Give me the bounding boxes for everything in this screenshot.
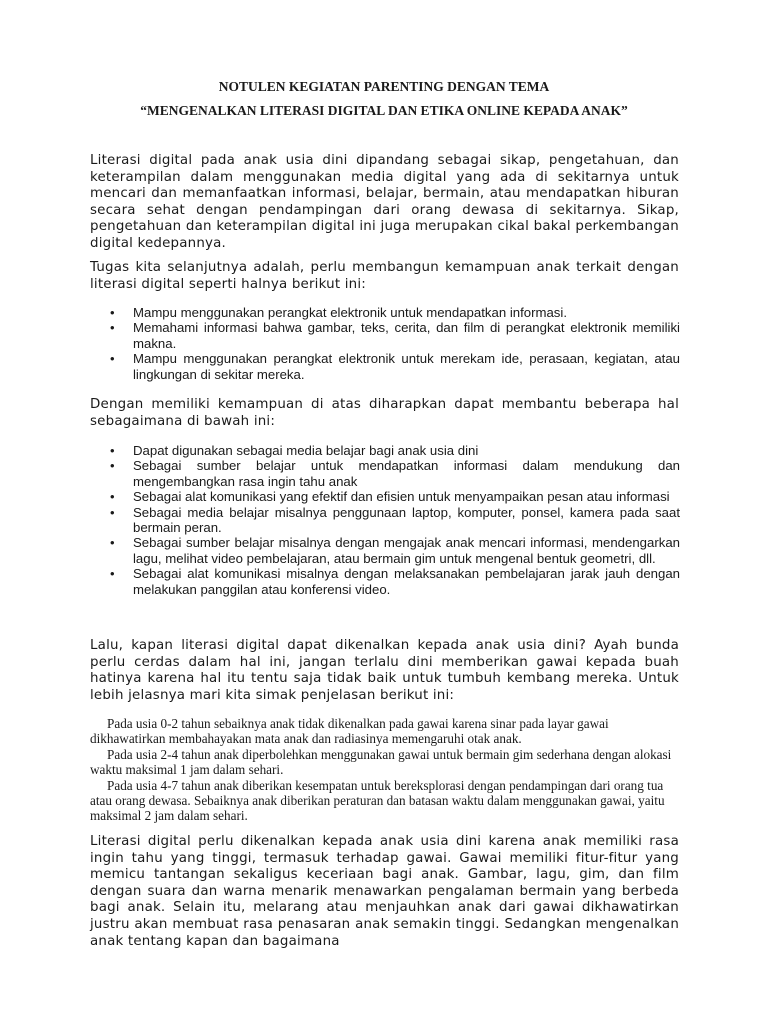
age-note: Pada usia 0-2 tahun sebaiknya anak tidak dikenalkan pada gawai karena sinar pada layar gawai dikhawatirkan membahayakan mata anak dan radiasinya memengaruhi otak anak.: [90, 716, 609, 747]
list-item: • Sebagai sumber belajar misalnya dengan mengajak anak mencari informasi, mendengarkan lagu, melihat video pembelajaran, atau bermain gim untuk mengenal bentuk geometri, dll.: [133, 535, 680, 566]
paragraph-reason: Literasi digital perlu dikenalkan kepada anak usia dini karena anak memiliki rasa ingin tahu yang tinggi, termasuk terhadap gawai. Gawai memiliki fitur-fitur yang memicu tantangan sekaligus keceriaan bagi anak. Gambar, lagu, gim, dan film dengan suara dan warna menarik menawarkan pengalaman bermain yang berbeda bagi anak. Selain itu, melarang atau menjauhkan anak dari gawai dikhawatirkan justru akan membuat rasa penasaran anak semakin tinggi. Sedangkan mengenalkan anak tentang kapan dan bagaimana: [90, 834, 679, 949]
paragraph-benefits-intro: Dengan memiliki kemampuan di atas diharapkan dapat membantu beberapa hal sebagaimana di bawah ini:: [90, 397, 679, 429]
ability-list: [133, 305, 680, 382]
paragraph-definition: Literasi digital pada anak usia dini dipandang sebagai sikap, pengetahuan, dan keterampilan dalam menggunakan media digital yang ada di sekitarnya untuk mencari dan memanfaatkan informasi, belajar, bermain, atau mendapatkan hiburan secara sehat dengan pendampingan dari orang dewasa di sekitarnya. Sikap, pengetahuan dan keterampilan digital ini juga merupakan cikal bakal perkembangan digital kedepannya.: [90, 153, 679, 251]
age-note: Pada usia 2-4 tahun anak diperbolehkan menggunakan gawai untuk bermain gim sederhana dengan alokasi waktu maksimal 1 jam dalam sehari.: [90, 746, 672, 778]
list-item: • Sebagai sumber belajar untuk mendapatkan informasi dalam mendukung dan mengembangkan rasa ingin tahu anak: [133, 458, 680, 489]
list-item: • Memahami informasi bahwa gambar, teks, cerita, dan film di perangkat elektronik memiliki makna.: [133, 320, 680, 351]
list-item: • Mampu menggunakan perangkat elektronik untuk mendapatkan informasi.: [133, 305, 680, 320]
document-title: NOTULEN KEGIATAN PARENTING DENGAN TEMA: [218, 79, 550, 94]
list-item: • Sebagai alat komunikasi misalnya dengan melaksanakan pembelajaran jarak jauh dengan melakukan panggilan atau konferensi video.: [133, 566, 680, 597]
list-item: • Sebagai media belajar misalnya penggunaan laptop, komputer, ponsel, kamera pada saat bermain peran.: [133, 505, 680, 536]
list-item: • Mampu menggunakan perangkat elektronik untuk merekam ide, perasaan, kegiatan, atau lingkungan di sekitar mereka.: [133, 351, 680, 382]
paragraph-task: Tugas kita selanjutnya adalah, perlu membangun kemampuan anak terkait dengan literasi digital seperti halnya berikut ini:: [90, 260, 679, 292]
age-guidelines: [90, 716, 680, 824]
paragraph-when: Lalu, kapan literasi digital dapat dikenalkan kepada anak usia dini? Ayah bunda perlu cerdas dalam hal ini, jangan terlalu dini memberikan gawai kepada buah hatinya karena hal itu tentu saja tidak baik untuk tumbuh kembang mereka. Untuk lebih jelasnya mari kita simak penjelasan berikut ini:: [90, 638, 679, 703]
list-item: • Dapat digunakan sebagai media belajar bagi anak usia dini: [133, 443, 680, 458]
list-item: • Sebagai alat komunikasi yang efektif dan efisien untuk menyampaikan pesan atau informasi: [133, 489, 680, 504]
age-note: Pada usia 4-7 tahun anak diberikan kesempatan untuk bereksplorasi dengan pendampingan dari orang tua atau orang dewasa. Sebaiknya anak diberikan peraturan dan batasan waktu dalam menggunakan gawai, yaitu maksimal 2 jam dalam sehari.: [90, 777, 665, 824]
benefit-list: [133, 443, 680, 597]
document-theme: “MENGENALKAN LITERASI DIGITAL DAN ETIKA ONLINE KEPADA ANAK”: [140, 103, 628, 118]
